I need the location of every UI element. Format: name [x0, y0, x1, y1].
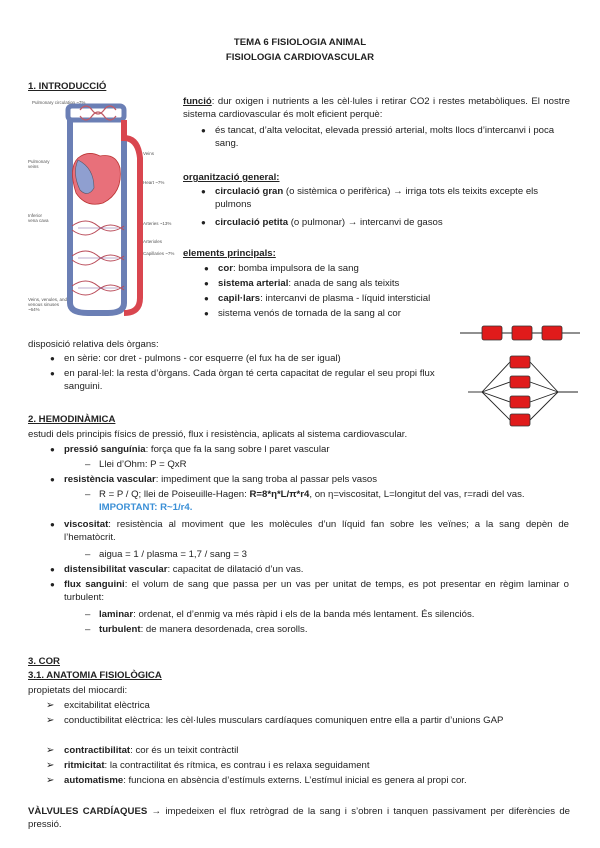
miocardi-intro: propietats del miocardi: — [28, 685, 128, 696]
poiseuille-formula: R=8*η*L/π*r4 — [249, 489, 310, 500]
disposicio-text: disposició relativa dels òrgans: — [28, 339, 159, 350]
section-1-heading: 1. INTRODUCCIÓ — [28, 81, 107, 92]
propietat-excitabilitat: ➢ excitabilitat elèctrica — [64, 699, 150, 712]
parallel-organ-2 — [510, 376, 530, 388]
label-inferior-vena-cava: Inferior vena cava — [28, 213, 49, 223]
flux-turbulent: – turbulent: de manera desordenada, crea sorolls. — [99, 623, 569, 636]
label-veins-venules: Veins, venules, and venous sinuses ~64% — [28, 297, 68, 312]
org-bullet-gran: ● circulació gran (o sistèmica o perifèrica) → irriga tots els teixits excepte els pulmons — [215, 185, 555, 211]
valvules-paragraph: VÀLVULES CARDÍAQUES → impedeixen el flux retrògrad de la sang i s’obren i tanquen passivament per diferències de pressió. — [28, 806, 570, 831]
disposicio-parallel: ● en paral·lel: la resta d’òrgans. Cada òrgan té certa capacitat de regular el seu propi flux sanguini. — [64, 367, 454, 393]
hemodinamica-intro: estudi dels principis físics de pressió, flux i resistència, aplicats al sistema cardiovascular. — [28, 429, 408, 440]
series-organ-2 — [512, 326, 532, 340]
element-venos: ● sistema venós de tornada de la sang al cor — [218, 307, 401, 320]
parallel-organ-4 — [510, 414, 530, 426]
disposicio-serie: ● en sèrie: cor dret - pulmons - cor esquerre (el fux ha de ser igual) — [64, 352, 454, 365]
doc-title: TEMA 6 FISIOLOGIA ANIMAL — [233, 37, 367, 48]
distensibilitat-item: ● distensibilitat vascular: capacitat de dilatació d’un vas. — [64, 563, 564, 576]
valvules-label: VÀLVULES CARDÍAQUES — [28, 806, 148, 817]
funcio-paragraph: funció: dur oxigen i nutrients a les cèl·lules i retirar CO2 i restes metabòliques. El nostre sistema cardiovascular és molt eficient perquè: — [183, 96, 570, 121]
section-2-heading: 2. HEMODINÀMICA — [28, 414, 116, 425]
label-pulmonary-veins: Pulmonary veins — [28, 159, 50, 169]
circulation-diagram — [28, 98, 163, 320]
element-arterial: ● sistema arterial: anada de sang als teixits — [218, 277, 399, 290]
propietat-conductibilitat: ➢ conductibilitat elèctrica: les cèl·lules musculars cardíaques comuniquen entre ella a partir d’unions GAP — [64, 714, 569, 727]
series-organ-3 — [542, 326, 562, 340]
label-pulmonary: Pulmonary circulation ~7% — [32, 100, 86, 105]
flux-laminar: – laminar: ordenat, el d’enmig va més ràpid i els de la banda més lentament. És silenciós. — [99, 608, 569, 621]
series-organ-1 — [482, 326, 502, 340]
resistencia-sub: – R = P / Q; llei de Poiseuille-Hagen: R=8*η*L/π*r4, on η=viscositat, L=longitut del vas, r=radi del vas. IMPORTANT: R~1/r4. — [99, 488, 569, 514]
label-arteries: Arteries ~13% — [143, 221, 172, 226]
pressio-sub: – Llei d’Ohm: P = QxR — [99, 458, 187, 471]
org-heading: organització general: — [183, 172, 280, 183]
label-capillaries: Capillaries ~7% — [143, 251, 175, 256]
doc-subtitle: FISIOLOGIA CARDIOVASCULAR — [225, 52, 375, 63]
viscositat-sub: – aigua = 1 / plasma = 1,7 / sang = 3 — [99, 548, 247, 561]
element-cor: ● cor: bomba impulsora de la sang — [218, 262, 359, 275]
parallel-organ-3 — [510, 396, 530, 408]
organ-arrangement-diagram — [460, 322, 580, 442]
element-capillars: ● capil·lars: intercanvi de plasma - líquid intersticial — [218, 292, 430, 305]
funcio-label: funció — [183, 96, 212, 107]
series-diagram — [460, 326, 580, 340]
flux-item: ● flux sanguini: el volum de sang que passa per un vas per unitat de temps, es pot presentar en règim laminar o turbulent: — [64, 578, 569, 604]
propietat-ritmicitat: ➢ ritmicitat: la contractilitat és rítmica, es contrau i es relaxa seguidament — [64, 759, 370, 772]
label-veins: Veins — [143, 151, 155, 156]
org-bullet-petita: ● circulació petita (o pulmonar) → intercanvi de gasos — [215, 216, 555, 229]
propietat-contractibilitat: ➢ contractibilitat: cor és un teixit contràctil — [64, 744, 238, 757]
label-heart: Heart ~7% — [143, 180, 165, 185]
parallel-organ-1 — [510, 356, 530, 368]
resistencia-item: ● resistència vascular: impediment que la sang troba al passar pels vasos — [64, 473, 564, 486]
venous-return — [70, 120, 124, 313]
section-3-1-heading: 3.1. ANATOMIA FISIOLÒGICA — [28, 670, 162, 681]
funcio-bullet: ● és tancat, d’alta velocitat, elevada pressió arterial, molts llocs d’intercanvi i poca sang. — [215, 124, 570, 150]
section-3-heading: 3. COR — [28, 656, 60, 667]
elements-heading: elements principals: — [183, 248, 276, 259]
important-note: IMPORTANT: R~1/r4. — [99, 502, 193, 514]
parallel-diagram — [468, 362, 578, 420]
viscositat-item: ● viscositat: resistència al moviment que les molècules d’un líquid fan sobre les veïnes; a la sang depèn de l’hematòcrit. — [64, 518, 569, 544]
pressio-item: ● pressió sanguínia: força que fa la sang sobre l paret vascular — [64, 443, 564, 456]
label-arterioles: Arterioles — [143, 239, 163, 244]
propietat-automatisme: ➢ automatisme: funciona en absència d’estímuls externs. L’estímul inicial es genera al propi cor. — [64, 774, 569, 787]
